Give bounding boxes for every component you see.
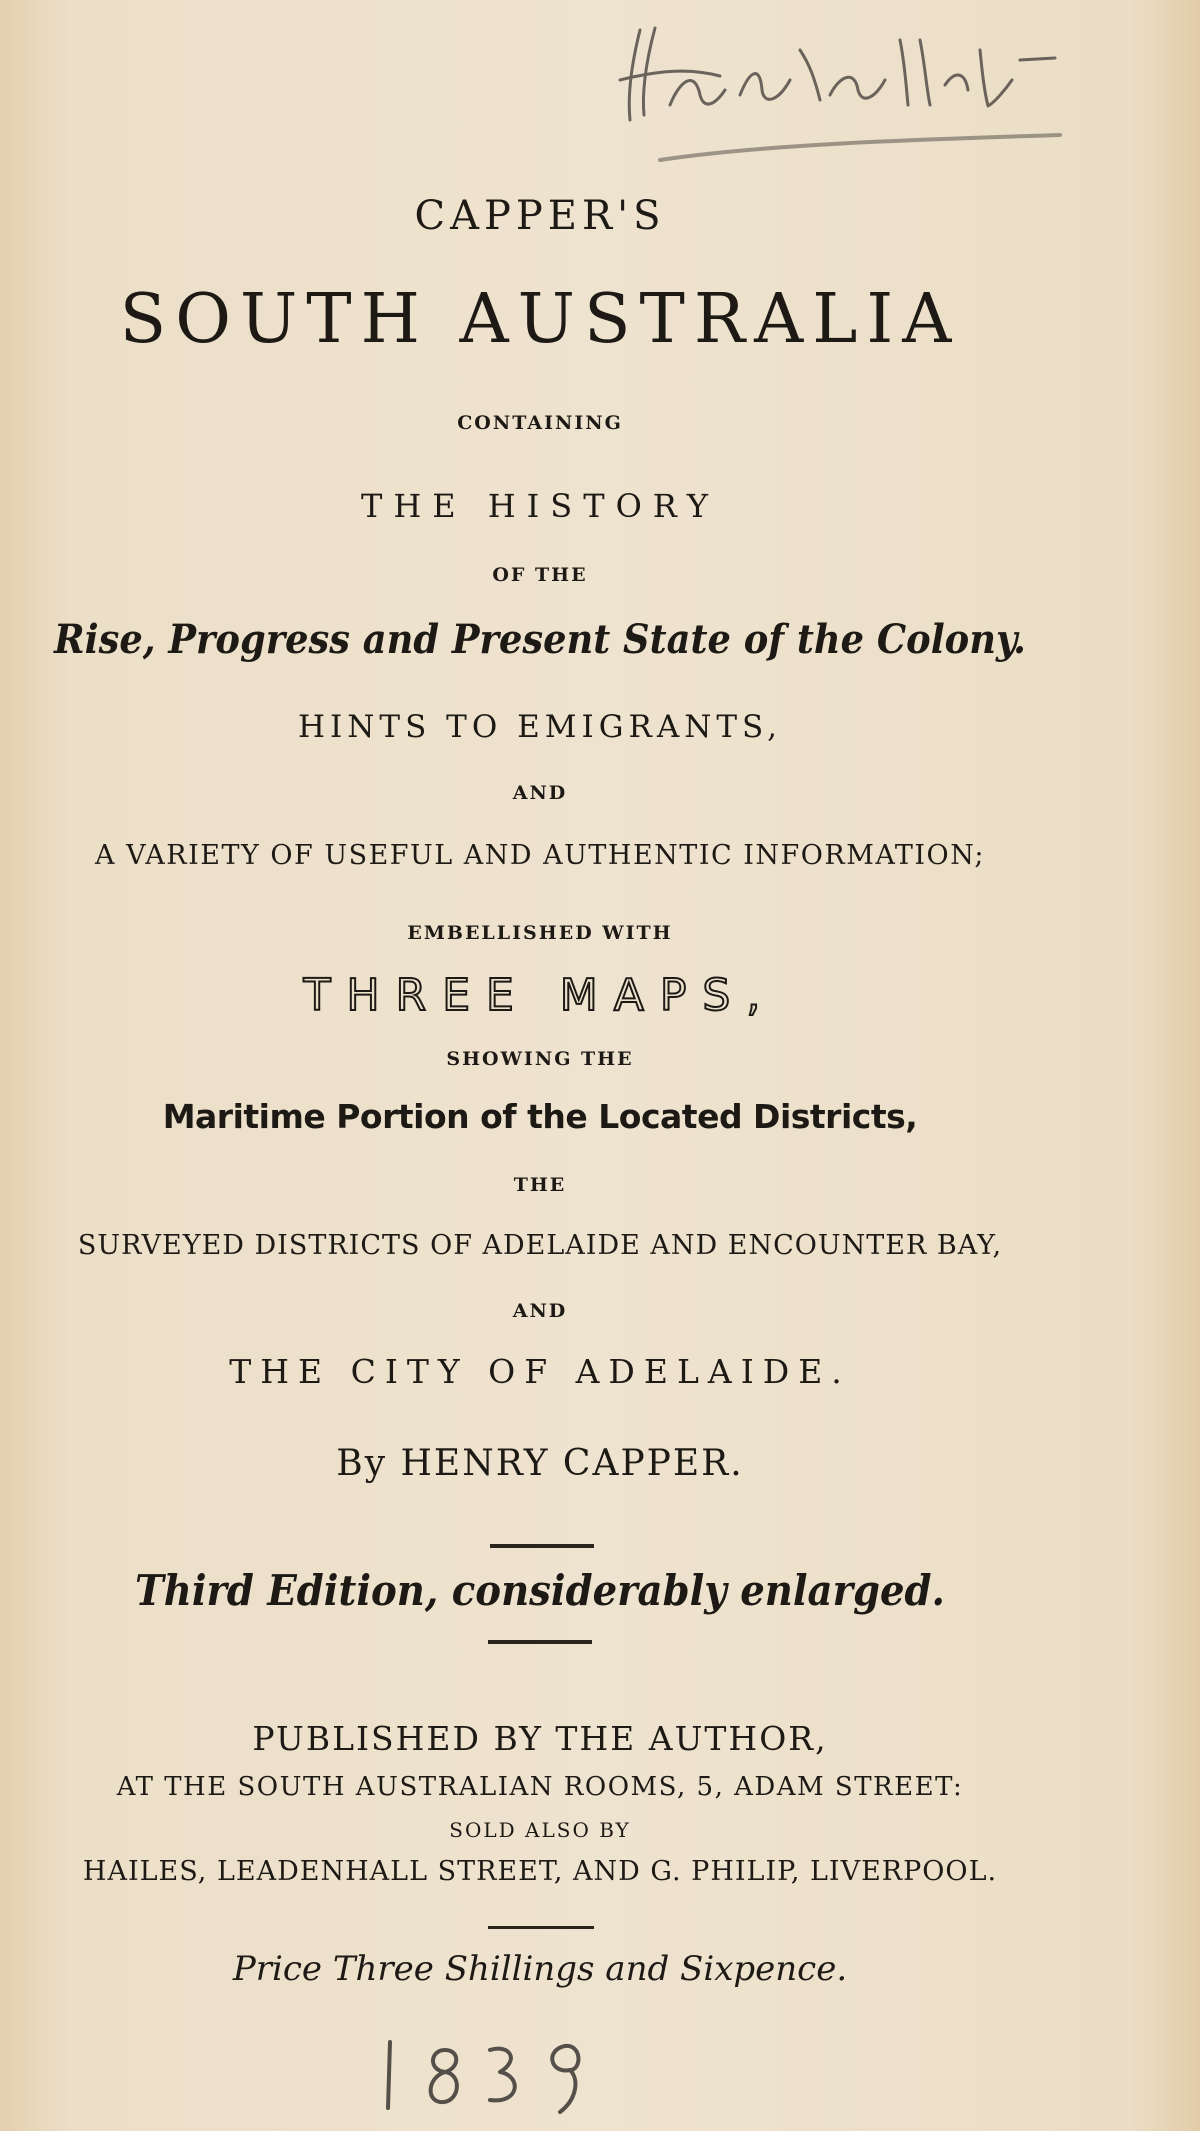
published-by-line: PUBLISHED BY THE AUTHOR, (252, 1719, 828, 1758)
booksellers-line: HAILES, LEADENHALL STREET, AND G. PHILIP, LIVERPOOL. (82, 1856, 998, 1887)
of-the-label: OF THE (492, 564, 588, 586)
embellished-with-label: EMBELLISHED WITH (407, 922, 673, 944)
and-label-2: AND (512, 1300, 568, 1322)
handwritten-year (360, 2030, 620, 2120)
divider-rule-2 (488, 1640, 592, 1644)
and-label-1: AND (512, 782, 568, 804)
author-line: By HENRY CAPPER. (336, 1443, 744, 1484)
three-maps-heading: THREE MAPS, (303, 970, 777, 1021)
the-history-heading: THE HISTORY (360, 487, 720, 525)
handwritten-signature (600, 10, 1080, 180)
containing-label: CONTAINING (457, 412, 623, 434)
sold-also-by-label: SOLD ALSO BY (449, 1818, 631, 1842)
edition-line: Third Edition, considerably enlarged. (134, 1566, 946, 1615)
title-possessive: CAPPER'S (414, 193, 666, 239)
price-line: Price Three Shillings and Sixpence. (232, 1949, 848, 1989)
maritime-portion-line: Maritime Portion of the Located Districts, (162, 1097, 918, 1136)
city-of-adelaide-line: THE CITY OF ADELAIDE. (229, 1352, 851, 1391)
divider-rule-3 (488, 1926, 594, 1929)
the-label: THE (513, 1174, 567, 1196)
publisher-address-line: AT THE SOUTH AUSTRALIAN ROOMS, 5, ADAM STREET: (116, 1772, 964, 1802)
subtitle-rise-progress: Rise, Progress and Present State of the Colony. (54, 616, 1026, 663)
showing-the-label: SHOWING THE (446, 1048, 634, 1070)
variety-of-information: A VARIETY OF USEFUL AND AUTHENTIC INFORMATION; (95, 840, 985, 871)
hints-to-emigrants: HINTS TO EMIGRANTS, (297, 709, 782, 745)
surveyed-districts-line: SURVEYED DISTRICTS OF ADELAIDE AND ENCOUNTER BAY, (77, 1230, 1003, 1261)
book-title: SOUTH AUSTRALIA (119, 280, 961, 359)
divider-rule-1 (490, 1544, 594, 1548)
